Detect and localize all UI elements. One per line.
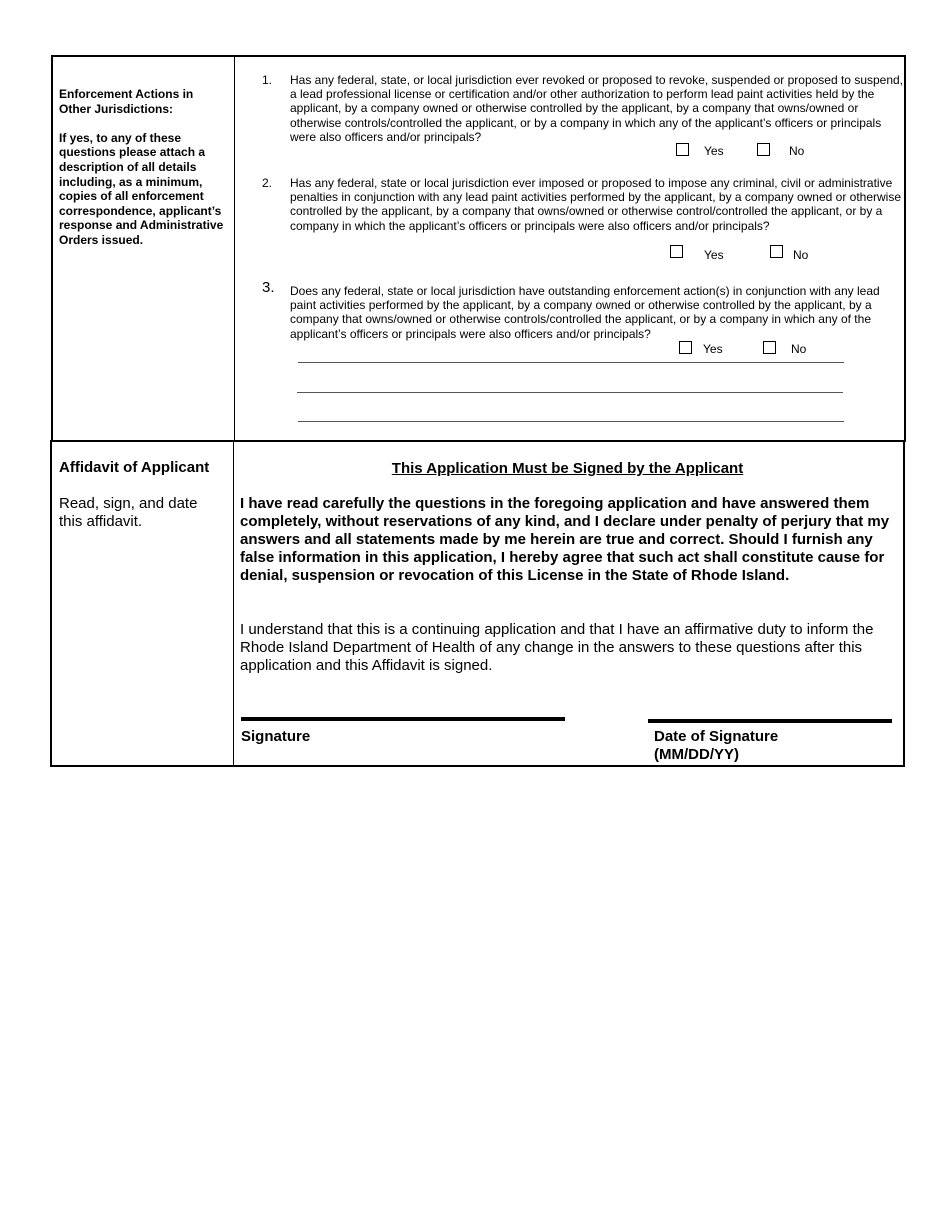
continuing-text: I understand that this is a continuing application and that I have an affirmative duty to inform the Rhode Island Department of Health of any change in the answers to these questions after this application and this Affidavit is signed.: [240, 621, 874, 674]
column-divider: [233, 442, 234, 765]
affidavit-title: Affidavit of Applicant: [59, 459, 210, 476]
description-line[interactable]: [298, 362, 844, 363]
checkbox-box[interactable]: [679, 341, 692, 354]
checkbox-box[interactable]: [676, 143, 689, 156]
date-label-line2: (MM/DD/YY): [654, 746, 739, 763]
q2-yes-label: Yes: [704, 248, 724, 262]
enforcement-sidebar: [59, 87, 224, 262]
description-line[interactable]: [297, 392, 843, 393]
enforcement-instructions: If yes, to any of these questions please attach a description of all details including, as a minimum, copies of all enforcement correspondence, applicant’s response and Administrative Orders issued.: [59, 130, 224, 247]
question-number: 2.: [262, 176, 273, 190]
q2-no-label: No: [793, 248, 809, 262]
column-divider: [234, 57, 235, 440]
signature-line[interactable]: [241, 717, 565, 721]
q1-no-label: No: [789, 144, 805, 158]
description-line[interactable]: [298, 421, 844, 422]
question-text: Has any federal, state or local jurisdiction ever imposed or proposed to impose any criminal, civil or administrative penalties in conjunction with any lead paint activities performed by the applicant, by a company owned or otherwise controlled by the applicant, by a company that owns/owned or otherwise control/controlled the applicant, or by a company in which the applicant’s officers or principals were also officers and/or principals?: [290, 176, 902, 233]
q1-yes-label: Yes: [704, 144, 724, 158]
checkbox-box[interactable]: [670, 245, 683, 258]
q3-no-label: No: [791, 342, 807, 356]
checkbox-box[interactable]: [770, 245, 783, 258]
q3-yes-label: Yes: [703, 342, 723, 356]
declaration-text: I have read carefully the questions in the foregoing application and have answered them completely, without reservations of any kind, and I declare under penalty of perjury that my answers and all statements made by me herein are true and correct. Should I furnish any false information in this application, I hereby agree that such act shall constitute cause for denial, suspension or revocation of this License in the State of Rhode Island.: [240, 495, 890, 584]
enforcement-heading: Enforcement Actions in Other Jurisdictions:: [59, 87, 194, 116]
affidavit-subtitle: Read, sign, and date this affidavit.: [59, 495, 198, 530]
must-sign-heading: This Application Must be Signed by the Applicant: [391, 460, 744, 477]
checkbox-box[interactable]: [763, 341, 776, 354]
date-label-line1: Date of Signature: [654, 728, 779, 745]
question-text: Has any federal, state, or local jurisdiction ever revoked or proposed to revoke, suspended or proposed to suspend, a lead professional license or certification and/or other authorization to perform lead paint activities held by the applicant, by a company owned or otherwise controlled by the applicant, by a company that owns/owned or otherwise controls/controlled the applicant, or by a company in which any of the applicant’s officers or principals were also officers and/or principals?: [290, 73, 904, 144]
question-text: Does any federal, state or local jurisdiction have outstanding enforcement action(s) in conjunction with any lead paint activities performed by the applicant, by a company owned or otherwise controlled by the applicant, by a company that owns/owned or otherwise controls/controlled the applicant, or by a company in which any of the applicant’s officers or principals were also officers and/or principals?: [290, 284, 880, 341]
question-number: 3.: [262, 279, 275, 296]
question-number: 1.: [262, 73, 273, 87]
checkbox-box[interactable]: [757, 143, 770, 156]
date-line[interactable]: [648, 719, 892, 723]
signature-label: Signature: [241, 728, 311, 745]
date-label: [654, 728, 778, 764]
